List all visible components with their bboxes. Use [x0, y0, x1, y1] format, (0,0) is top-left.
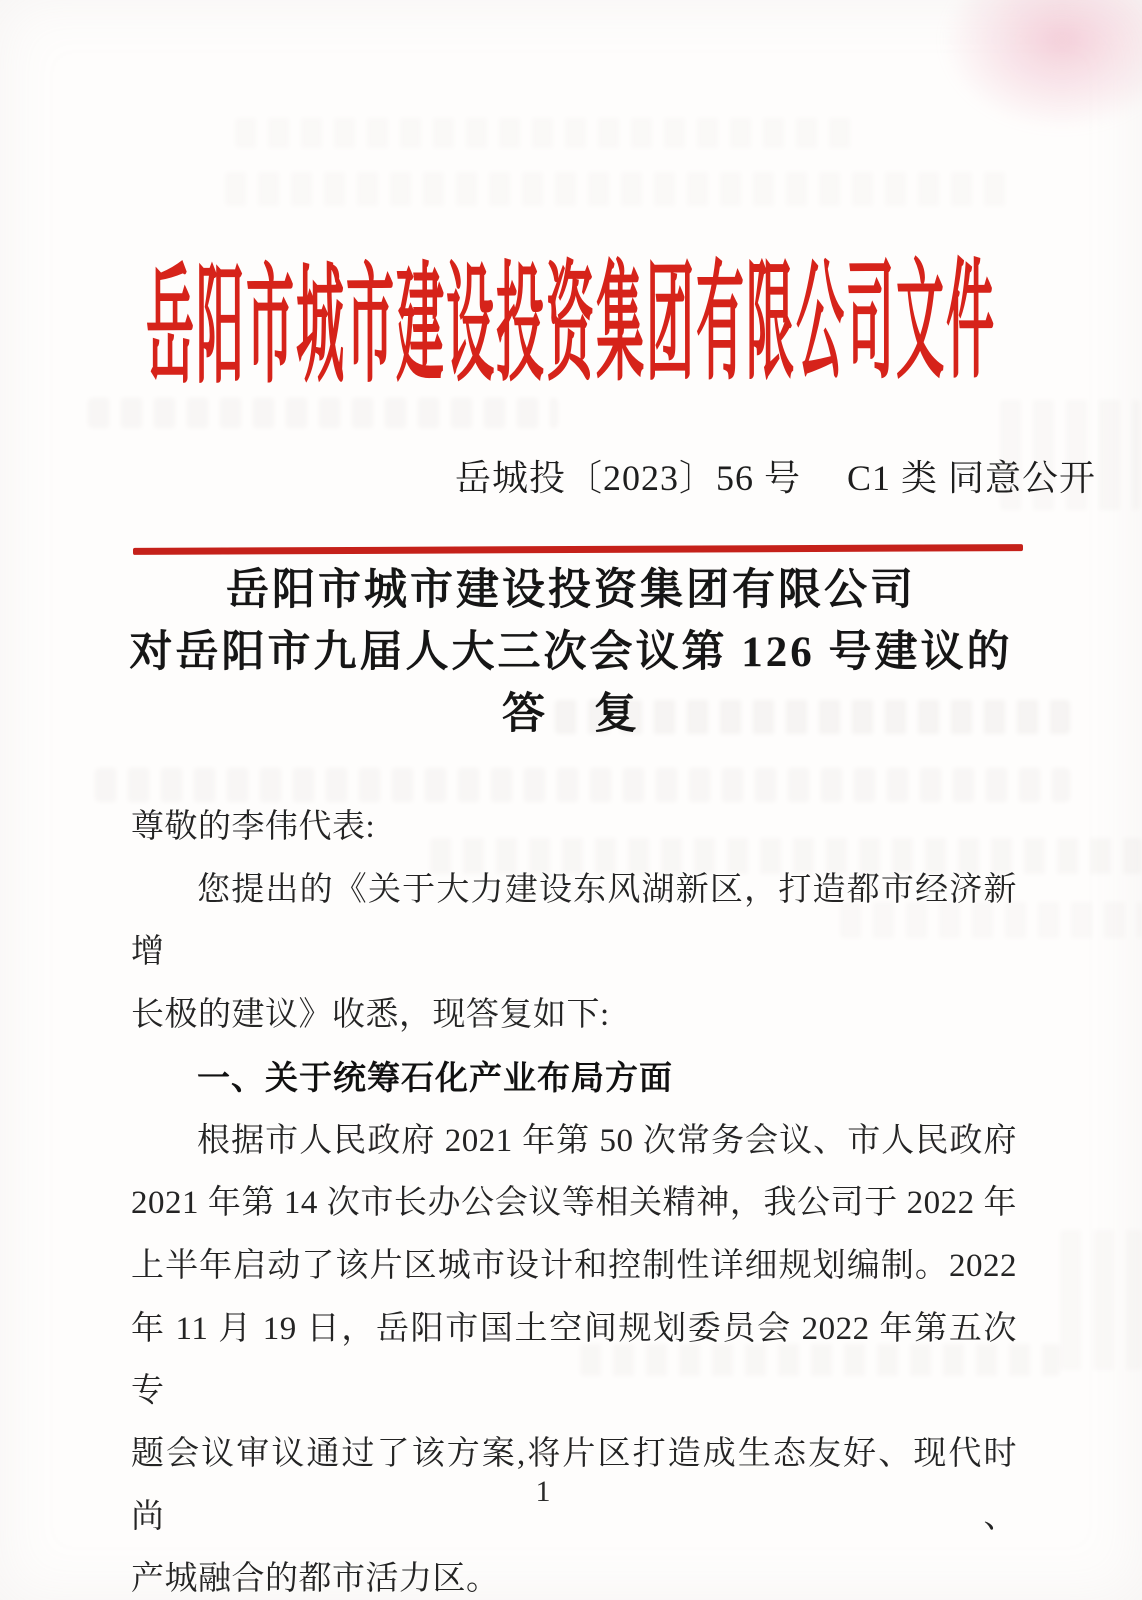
document-title-line3: 答 复: [502, 691, 640, 738]
body-line: 题会议审议通过了该方案,将片区打造成生态友好、现代时尚、: [131, 1436, 1017, 1535]
body-line: 年 11 月 19 日，岳阳市国土空间规划委员会 2022 年第五次专: [131, 1310, 1017, 1410]
body-line: 上半年启动了该片区城市设计和控制性详细规划编制。2022: [131, 1247, 1017, 1284]
document-title-line2: 对岳阳市九届人大三次会议第 126 号建议的: [129, 629, 1013, 676]
body-line: 您提出的《关于大力建设东风湖新区，打造都市经济新增: [131, 871, 1017, 971]
bleed-through-artifact: [88, 398, 558, 428]
document-title-line1: 岳阳市城市建设投资集团有限公司: [226, 567, 916, 614]
body-line: 2021 年第 14 次市长办公会议等相关精神，我公司于 2022 年: [131, 1185, 1017, 1222]
bleed-through-artifact: [235, 118, 855, 148]
body-line: 根据市人民政府 2021 年第 50 次常务会议、市人民政府: [197, 1122, 1017, 1159]
body-line: 长极的建议》收悉，现答复如下:: [131, 997, 610, 1034]
scan-smudge: [942, 0, 1142, 130]
body-line: 产城融合的都市活力区。: [131, 1561, 500, 1598]
bleed-through-artifact: [1060, 1230, 1142, 1370]
salutation: 尊敬的李伟代表:: [131, 809, 376, 845]
document-classification: C1 类 同意公开: [847, 458, 1097, 498]
document-number-row: [455, 458, 1096, 498]
section-heading: 一、关于统筹石化产业布局方面: [197, 1058, 673, 1096]
letterhead-banner-title: 岳阳市城市建设投资集团有限公司文件: [145, 251, 997, 402]
bleed-through-artifact: [225, 172, 1015, 206]
red-separator-line: [133, 544, 1023, 555]
document-title: [0, 560, 1142, 746]
document-number: 岳城投〔2023〕56 号: [455, 458, 802, 498]
page-number: 1: [535, 1475, 551, 1508]
